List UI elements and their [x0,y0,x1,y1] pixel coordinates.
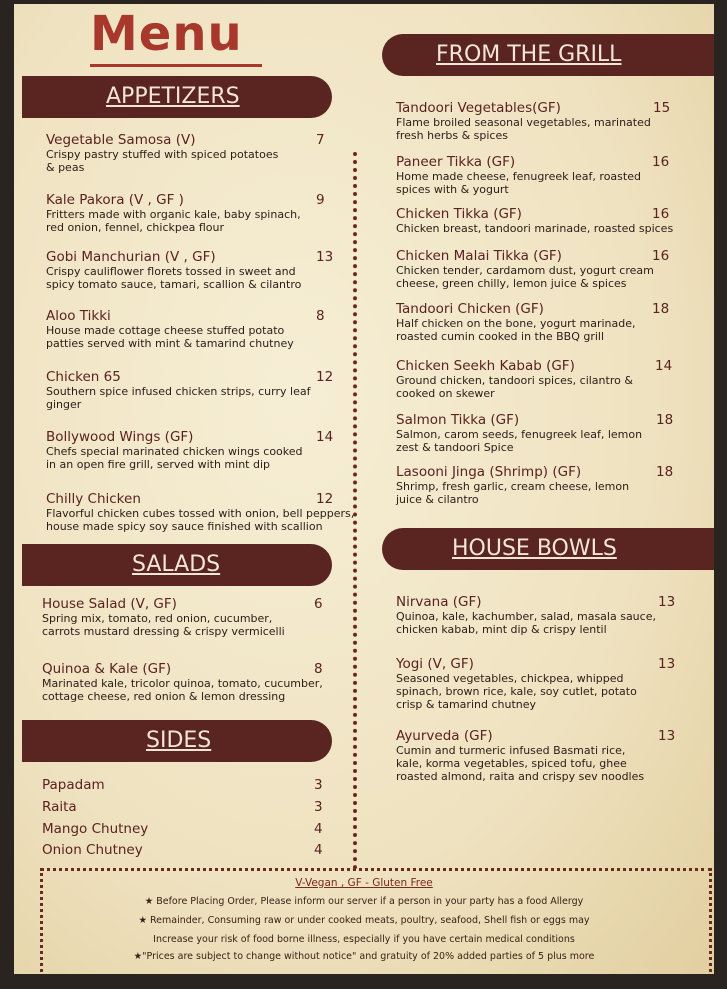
menu-item-name: Papadam [42,777,105,793]
section-banner-appetizers [22,76,332,118]
menu-item-name: Onion Chutney [42,842,143,858]
menu-item-price: 9 [316,192,325,208]
menu-item-price: 18 [652,301,670,317]
menu-item-name: Vegetable Samosa (V) [46,132,196,148]
section-title-appetizers: APPETIZERS [106,84,240,109]
menu-item-price: 12 [316,491,334,507]
menu-item-name: Chilly Chicken [46,491,141,507]
menu-item-name: Gobi Manchurian (V , GF) [46,249,216,265]
menu-item-price: 6 [314,596,323,612]
menu-item-name: Ayurveda (GF) [396,728,493,744]
menu-item-description: Quinoa, kale, kachumber, salad, masala sauce, chicken kabab, mint dip & crispy lentil [396,610,656,636]
column-divider [353,152,357,870]
menu-item-name: Chicken Seekh Kabab (GF) [396,358,575,374]
menu-item-description: Chefs special marinated chicken wings cooked in an open fire grill, served with mint dip [46,445,303,471]
menu-item-price: 8 [316,308,325,324]
footer-allergy-note: ★ Before Placing Order, Please inform our server if a person in your party has a food Allergy [144,896,584,907]
menu-item-description: House made cottage cheese stuffed potato patties served with mint & tamarind chutney [46,324,294,350]
menu-item-description: Home made cheese, fenugreek leaf, roasted spices with & yogurt [396,170,641,196]
menu-item-price: 13 [316,249,334,265]
menu-item-price: 3 [314,799,323,815]
menu-item-name: Mango Chutney [42,821,149,837]
section-title-sides: SIDES [146,728,212,753]
menu-item-name: Chicken Tikka (GF) [396,206,522,222]
menu-item-price: 14 [316,429,334,445]
menu-item-name: Raita [42,799,77,815]
title-underline [90,64,262,67]
menu-item-description: Fritters made with organic kale, baby spinach, red onion, fennel, chickpea flour [46,208,301,234]
menu-item-name: Salmon Tikka (GF) [396,412,520,428]
menu-item-description: Crispy cauliflower florets tossed in sweet and spicy tomato sauce, tamari, scallion & cilantro [46,265,302,291]
menu-title: Menu [90,6,243,62]
menu-item-name: Tandoori Chicken (GF) [396,301,544,317]
footer-raw-food-note: ★ Remainder, Consuming raw or under cooked meats, poultry, seafood, Shell fish or eggs may [138,915,590,926]
menu-item-description: Chicken breast, tandoori marinade, roasted spices [396,222,674,235]
menu-item-name: House Salad (V, GF) [42,596,177,612]
menu-item-price: 18 [656,412,674,428]
footer-legend: V-Vegan , GF - Gluten Free [295,877,433,889]
menu-item-description: Crispy pastry stuffed with spiced potatoes & peas [46,148,279,174]
menu-item-name: Yogi (V, GF) [396,656,474,672]
menu-item-description: Cumin and turmeric infused Basmati rice, kale, korma vegetables, spiced tofu, ghee roasted almond, raita and crispy sev noodles [396,744,645,783]
menu-item-price: 18 [656,464,674,480]
menu-item-price: 4 [314,842,323,858]
menu-item-name: Chicken 65 [46,369,121,385]
menu-item-name: Nirvana (GF) [396,594,482,610]
menu-item-description: Flavorful chicken cubes tossed with onion, bell peppers, house made spicy soy sauce finished with scallion [46,507,355,533]
menu-item-price: 7 [316,132,325,148]
section-banner-grill [382,34,714,76]
menu-item-price: 13 [658,594,676,610]
menu-item-price: 12 [316,369,334,385]
menu-item-name: Tandoori Vegetables(GF) [396,100,561,116]
menu-item-description: Seasoned vegetables, chickpea, whipped spinach, brown rice, kale, soy cutlet, potato crisp & tamarind chutney [396,672,637,711]
menu-item-price: 16 [652,206,670,222]
menu-item-name: Bollywood Wings (GF) [46,429,194,445]
menu-item-name: Chicken Malai Tikka (GF) [396,248,562,264]
menu-item-description: Chicken tender, cardamom dust, yogurt cream cheese, green chilly, lemon juice & spices [396,264,654,290]
menu-item-description: Flame broiled seasonal vegetables, marinated fresh herbs & spices [396,116,651,142]
menu-item-description: Half chicken on the bone, yogurt marinade, roasted cumin cooked in the BBQ grill [396,317,636,343]
section-banner-salads [22,544,332,586]
menu-item-description: Ground chicken, tandoori spices, cilantro & cooked on skewer [396,374,633,400]
menu-item-price: 16 [652,248,670,264]
menu-item-name: Lasooni Jinga (Shrimp) (GF) [396,464,582,480]
menu-item-price: 13 [658,656,676,672]
menu-item-price: 4 [314,821,323,837]
menu-item-price: 8 [314,661,323,677]
menu-item-name: Aloo Tikki [46,308,111,324]
menu-item-description: Salmon, carom seeds, fenugreek leaf, lemon zest & tandoori Spice [396,428,643,454]
menu-item-name: Quinoa & Kale (GF) [42,661,172,677]
menu-item-price: 13 [658,728,676,744]
menu-item-description: Spring mix, tomato, red onion, cucumber, carrots mustard dressing & crispy vermicelli [42,612,285,638]
menu-page [14,4,714,974]
menu-item-price: 16 [652,154,670,170]
menu-item-price: 15 [653,100,671,116]
menu-item-price: 3 [314,777,323,793]
menu-item-description: Marinated kale, tricolor quinoa, tomato, cucumber, cottage cheese, red onion & lemon dressing [42,677,323,703]
menu-item-description: Shrimp, fresh garlic, cream cheese, lemon juice & cilantro [396,480,630,506]
menu-item-description: Southern spice infused chicken strips, curry leaf ginger [46,385,311,411]
section-title-grill: FROM THE GRILL [436,42,622,67]
footer-illness-note: Increase your risk of food borne illness, especially if you have certain medical conditions [153,934,575,945]
menu-item-price: 14 [655,358,673,374]
section-banner-sides [22,720,332,762]
section-banner-bowls [382,528,714,570]
section-title-bowls: HOUSE BOWLS [452,536,617,561]
menu-item-name: Paneer Tikka (GF) [396,154,516,170]
footer-price-note: ★"Prices are subject to change without notice" and gratuity of 20% added parties of 5 plus more [133,951,595,962]
menu-item-name: Kale Pakora (V , GF ) [46,192,184,208]
section-title-salads: SALADS [132,552,221,577]
